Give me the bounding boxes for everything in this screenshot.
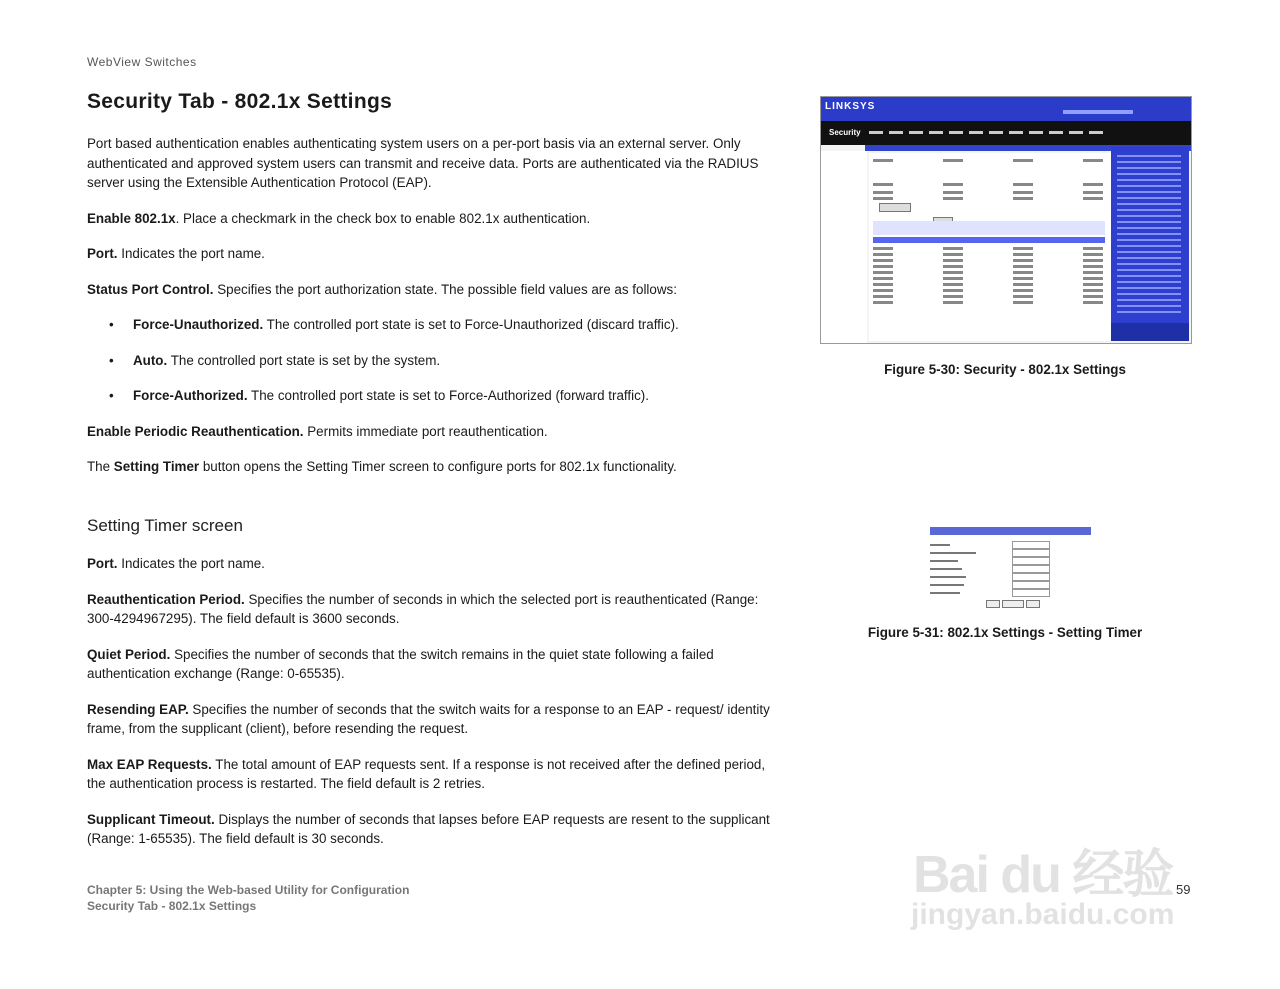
- section-heading-setting-timer: Setting Timer screen: [87, 516, 243, 535]
- running-header: WebView Switches: [87, 55, 197, 69]
- bullet-icon: •: [109, 317, 114, 332]
- table-row: [873, 247, 1105, 250]
- field-label: Setting Timer: [113, 459, 200, 474]
- close-button: [1026, 600, 1040, 608]
- field-description: Specifies the port authorization state. The possible field values are as follows:: [213, 281, 677, 297]
- form-row: [873, 183, 1105, 186]
- nav-tabs: [869, 131, 1109, 134]
- row-label: [930, 576, 966, 578]
- field-label: Status Port Control.: [87, 281, 214, 297]
- timer-field-quiet-period: [87, 645, 787, 684]
- footer: [87, 882, 409, 914]
- table-row: [873, 253, 1105, 256]
- field-description: Specifies the number of seconds that the switch remains in the quiet state following a failed authentication exchange (Range: 0-65535).: [87, 646, 714, 681]
- row-input: [1012, 573, 1050, 581]
- ports-table-selected-row: [873, 237, 1105, 243]
- linksys-header-bar: [821, 97, 1191, 121]
- field-description: button opens the Setting Timer screen to configure ports for 802.1x functionality.: [199, 459, 677, 474]
- linksys-logo: LINKSYS: [825, 101, 876, 112]
- timer-row: [930, 549, 1050, 557]
- save-and-close-button: [1002, 600, 1024, 608]
- field-description: . Place a checkmark in the check box to enable 802.1x authentication.: [175, 210, 591, 226]
- field-label: Resending EAP.: [87, 701, 189, 717]
- timer-field-max-eap: [87, 755, 787, 794]
- table-row: [873, 283, 1105, 286]
- field-prefix: The: [87, 459, 114, 474]
- field-label: Max EAP Requests.: [87, 756, 212, 772]
- row-label: [930, 544, 950, 546]
- field-periodic-reauth: [87, 422, 787, 442]
- timer-field-resending-eap: [87, 700, 787, 739]
- timer-field-port: [87, 554, 787, 574]
- timer-field-reauth-period: [87, 590, 787, 629]
- row-input: [1012, 557, 1050, 565]
- field-description: The total amount of EAP requests sent. If a response is not received after the defined period, the authentication process is restarted. The field default is 2 retries.: [87, 756, 766, 791]
- timer-row: [930, 557, 1050, 565]
- watermark-url-text: jingyan.baidu.com: [911, 898, 1175, 931]
- table-row: [873, 277, 1105, 280]
- table-row: [873, 289, 1105, 292]
- field-setting-timer: [87, 457, 787, 477]
- field-status-port-control: [87, 280, 787, 300]
- field-label: Reauthentication Period.: [87, 591, 245, 607]
- timer-row: [930, 565, 1050, 573]
- footer-section: Security Tab - 802.1x Settings: [87, 899, 257, 913]
- field-description: Displays the number of seconds that lapses before EAP requests are resent to the supplicant (Range: 1-65535). The field default is 30 seconds.: [87, 811, 770, 846]
- figure-setting-timer-screenshot: [928, 527, 1093, 609]
- bullet-icon: •: [109, 352, 114, 368]
- field-label: Port.: [87, 246, 118, 261]
- field-label: Quiet Period.: [87, 646, 171, 662]
- help-text-lines: [1117, 155, 1181, 315]
- row-label: [930, 560, 958, 562]
- bullet-description: The controlled port state is set by the system.: [167, 352, 441, 368]
- row-label: [930, 568, 962, 570]
- table-row: [873, 265, 1105, 268]
- figure-caption-5-30: Figure 5-30: Security - 802.1x Settings: [884, 362, 1126, 377]
- main-text-column: [87, 134, 787, 493]
- table-row: [873, 295, 1105, 298]
- timer-row: [930, 589, 1050, 597]
- row-input: [1012, 581, 1050, 589]
- bullet-label: Force-Authorized.: [133, 388, 248, 403]
- help-panel: [1111, 147, 1189, 323]
- field-enable-8021x: [87, 209, 787, 229]
- ports-table-header: [873, 221, 1105, 235]
- row-label: [930, 584, 964, 586]
- table-row: [873, 259, 1105, 262]
- field-label: Port.: [87, 556, 118, 571]
- row-input: [1012, 549, 1050, 557]
- field-description: Permits immediate port reauthentication.: [303, 423, 548, 439]
- bullet-label: Force-Unauthorized.: [133, 317, 264, 332]
- footer-chapter: Chapter 5: Using the Web-based Utility for Configuration: [87, 883, 410, 897]
- bullet-icon: •: [109, 388, 114, 403]
- product-name-bar: [1063, 110, 1133, 114]
- bullet-auto: [87, 351, 787, 371]
- setting-timer-header: [930, 527, 1091, 535]
- table-row: [873, 301, 1105, 304]
- nav-section-label: Security: [829, 128, 861, 137]
- field-label: Enable Periodic Reauthentication.: [87, 423, 304, 439]
- bullet-force-unauthorized: [87, 315, 787, 335]
- timer-row: [930, 541, 1050, 549]
- field-description: Indicates the port name.: [117, 556, 265, 571]
- row-input: [1012, 589, 1050, 597]
- page-title: Security Tab - 802.1x Settings: [87, 90, 393, 113]
- left-label-column: [821, 151, 867, 343]
- nav-bar: [821, 121, 1191, 145]
- row-input: [1012, 565, 1050, 573]
- watermark-main-text: Bai du 经验: [913, 846, 1173, 904]
- intro-paragraph: Port based authentication enables authenticating system users on a per-port basis via an external server. Only authenticated and approved system users can transmit and receive data. Ports are authenticated via the RADIUS server using the Extensible Authentication Protocol (EAP).: [87, 136, 759, 190]
- figure-caption-5-31: Figure 5-31: 802.1x Settings - Setting Timer: [867, 625, 1143, 640]
- bullet-description: The controlled port state is set to Force-Authorized (forward traffic).: [247, 388, 649, 403]
- form-row: [873, 191, 1105, 194]
- field-label: Supplicant Timeout.: [87, 811, 215, 827]
- table-row: [873, 271, 1105, 274]
- timer-field-supplicant-timeout: [87, 810, 787, 849]
- form-row: [873, 159, 1105, 162]
- row-input: [1012, 541, 1050, 549]
- field-description: Indicates the port name.: [117, 246, 265, 261]
- bullet-label: Auto.: [133, 352, 168, 368]
- timer-row: [930, 581, 1050, 589]
- field-description: Specifies the number of seconds that the switch waits for a response to an EAP - request/ identity frame, from the supplicant (client), before resending the request.: [87, 701, 770, 736]
- baidu-jingyan-watermark: [905, 830, 1205, 940]
- page-number: 59: [1176, 882, 1191, 897]
- figure-8021x-settings-screenshot: [820, 96, 1192, 344]
- field-label: Enable 802.1x: [87, 210, 176, 226]
- bullet-force-authorized: [87, 386, 787, 406]
- save-settings-bar: [1111, 323, 1189, 341]
- row-label: [930, 552, 976, 554]
- timer-text-column: [87, 554, 787, 865]
- row-label: [930, 592, 960, 594]
- timer-row: [930, 573, 1050, 581]
- save-button: [986, 600, 1000, 608]
- field-port: [87, 244, 787, 264]
- bullet-description: The controlled port state is set to Force-Unauthorized (discard traffic).: [263, 317, 679, 332]
- field-description: Specifies the number of seconds in which the selected port is reauthenticated (Range: 300-4294967295). The field default is 3600 seconds.: [87, 591, 759, 626]
- form-row: [873, 197, 1105, 200]
- setting-timer-button: [879, 203, 911, 212]
